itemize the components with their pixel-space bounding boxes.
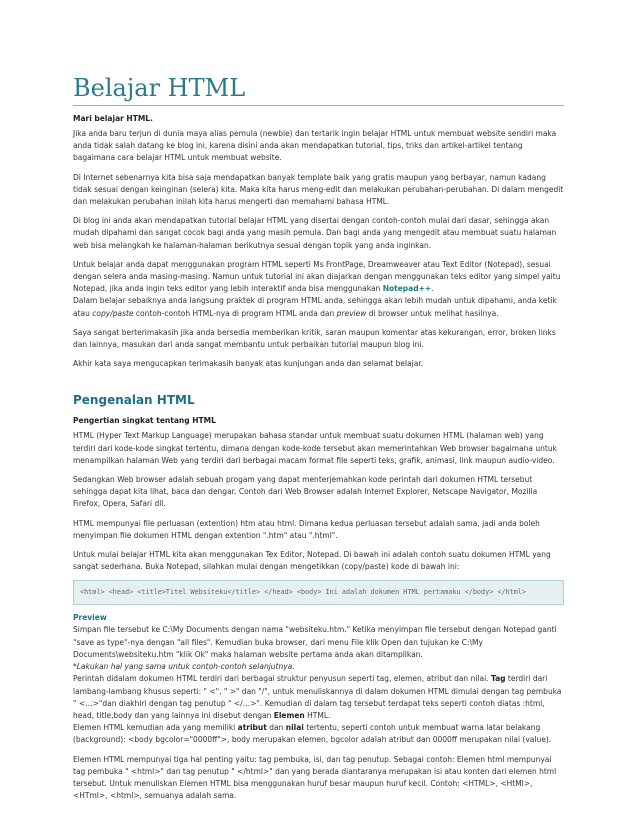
preview-paragraph-1: Simpan file tersebut ke C:\My Documents dengan nama "websiteku.htm." Ketika menyimpan file tersebut dengan Notepad ganti "save as type"-nya dengan "all files". Kemudian buka browser, dari menu File klik Open dan tujukan ke C:\My Documents\websiteku.htm "klik Ok" maka halaman website pertama anda akan ditampilkan. — [73, 625, 557, 659]
intro-p5-em-copy: copy/paste — [92, 308, 134, 318]
section-paragraph-1: HTML (Hyper Text Markup Language) merupakan bahasa standar untuk membuat suatu dokumen HTML (halaman web) yang terdiri dari kode-kode singkat tertentu, dimana dengan kode-kode tersebut akan memerintahkan Web browser bagaimana untuk menampilkan halaman Web yang terdiri dari berbagai macam format file seperti teks, grafik, animasi, link maupun audio-video. — [73, 431, 557, 465]
pv4-text-b: dan — [266, 723, 286, 733]
pv3-text-b: terdiri dari lambang-lambang khusus seperti: " <", " >" dan "/", untuk menuliskannya di dalam dokumen HTML dimulai dengan tag pembuka " <…>"dan diakhiri dengan tag penutup " </…>". Kemudian di dalam tag tersebut terdapat teks seperti contoh diatas :html, head, title,body dan yang lainnya ini disebut dengan — [73, 674, 562, 720]
intro-p5-em-preview: preview — [336, 308, 367, 318]
intro-p5-text-a: Dalam belajar sebaiknya anda langsung praktek di program HTML anda, sehingga akan lebih mudah untuk dipahami, anda ketik atau — [73, 296, 557, 318]
intro-paragraph-2: Di Internet sebenarnya kita bisa saja mendapatkan banyak template baik yang gratis maupun yang berbayar, namun kadang tidak sesuai dengan keinginan (selera) kita. Maka kita harus meng-edit dan melakukan perubahan-perubahan. Di dalam mengedit dan melakukan perubahan inilah kita harus mengerti dan memahami bahasa HTML. — [73, 172, 564, 207]
pv4-bold-nilai: nilai — [285, 723, 304, 733]
pv4-text-a: Elemen HTML kemudian ada yang memiliki — [73, 723, 238, 733]
intro-p4-end: . — [431, 284, 434, 294]
code-block: <html> <head> <title>Titel Websiteku</title> </head> <body> Ini adalah dokumen HTML pertamaku </body> </html> — [73, 580, 564, 605]
section-paragraph-2: Sedangkan Web browser adalah sebuah progam yang dapat menterjemahkan kode perintah dari dokumen HTML tersebut sehingga dapat kita lihat, baca dan dengar. Contoh dari Web Browser adalah Internet Explorer, Netscape Navigator, Mozilla Firefox, Opera, Safari dll. — [73, 475, 538, 509]
preview-note — [73, 661, 564, 673]
pv4-bold-atribut: atribut — [237, 723, 267, 733]
pv4-text-c: tertentu, seperti contoh untuk membuat warna latar belakang (background): <body bgcolor="0000ff">, body merupakan elemen, bgcolor adalah atribut dan 0000ff merupakan nilai (value). — [73, 723, 552, 745]
intro-p4-text: Untuk belajar anda dapat menggunakan program HTML seperti Ms FrontPage, Dreamweaver atau Text Editor (Notepad), sesuai dengan selera anda masing-masing. Namun untuk tutorial ini akan diajarkan dengan menggunakan teks editor yang simpel yaitu Notepad, jika anda ingin teks editor yang lebih interaktif anda bisa menggunakan — [73, 259, 561, 294]
intro-paragraph-1: Jika anda baru terjun di dunia maya alias pemula (newbie) dan tertarik ingin belajar HTML untuk membuat website sendiri maka anda tidak salah datang ke blog ini, karena disini anda akan mendapatkan tutorial, tips, triks dan artikel-artikel tentang bagaimana cara belajar HTML untuk membuat website. — [73, 129, 557, 163]
preview-paragraph-3 — [73, 673, 564, 722]
pv3-text-c: HTML. — [304, 710, 331, 720]
preview-heading: Preview — [73, 613, 107, 623]
section-lead: Pengertian singkat tentang HTML — [73, 416, 216, 426]
intro-paragraph-3: Di blog ini anda akan mendapatkan tutorial belajar HTML yang disertai dengan contoh-contoh mulai dari dasar, sehingga akan mudah dipahami dan sangat cocok bagi anda yang masih pemula. Dan bagi anda yang mengedit atau membuat suatu halaman web bisa melangkah ke halaman-halaman berikutnya sesuai dengan topik yang anda inginkan. — [73, 216, 557, 250]
preview-note-text: *Lakukan hal yang sama untuk contoh-contoh selanjutnya. — [73, 662, 295, 672]
intro-p5-text-b: contoh-contoh HTML-nya di program HTML anda dan — [133, 308, 337, 318]
intro-p5-text-c: di browser untuk melihat hasilnya. — [366, 308, 499, 318]
notepad-plus-link[interactable]: Notepad++ — [382, 284, 432, 294]
intro-paragraph-4 — [73, 259, 564, 296]
section-paragraph-5: Elemen HTML mempunyai tiga hal penting yaitu: tag pembuka, isi, dan tag penutup. Sebagai contoh: Elemen html mempunyai tag pembuka " <html>" dan tag penutup " </html>" dan yang berada diantaranya merupakan isi atau konten dari elemen html tersebut. Untuk menuliskan Elemen HTML bisa menggunakan huruf besar maupun huruf kecil. Contoh: <HTML>, <HtMl>, <HTml>, <html>, semuanya adalah sama. — [73, 754, 557, 801]
section-heading: Pengenalan HTML — [73, 393, 195, 408]
intro-lead: Mari belajar HTML. — [73, 114, 153, 123]
page-title: Belajar HTML — [73, 0, 564, 106]
pv3-text-a: Perintah didalam dokumen HTML terdiri dari berbagai struktur penyusun seperti tag, elemen, atribut dan nilai. — [73, 674, 491, 684]
pv3-bold-tag: Tag — [490, 674, 506, 684]
section-paragraph-3: HTML mempunyai file perluasan (extention) htm atau html. Dimana kedua perluasan tersebut adalah sama, jadi anda boleh menyimpan file dokumen HTML dengan extention ".htm" atau ".html". — [73, 518, 540, 540]
pv3-bold-elemen: Elemen — [273, 710, 305, 720]
intro-paragraph-6: Saya sangat berterimakasih jika anda bersedia memberikan kritik, saran maupun komentar atas kekurangan, error, broken links dan lainnya, masukan dari anda sangat membantu untuk perbaikan tutorial maupun blog ini. — [73, 327, 556, 350]
preview-paragraph-4 — [73, 722, 564, 746]
section-paragraph-4: Untuk mulai belajar HTML kita akan menggunakan Tex Editor, Notepad. Di bawah ini adalah contoh suatu dokumen HTML yang sangat sederhana. Buka Notepad, silahkan mulai dengan mengetikkan (copy/paste) kode di bawah ini: — [73, 550, 551, 572]
intro-paragraph-5 — [73, 295, 564, 319]
intro-paragraph-7: Akhir kata saya mengucapkan terimakasih banyak atas kunjungan anda dan selamat belajar. — [73, 359, 424, 369]
